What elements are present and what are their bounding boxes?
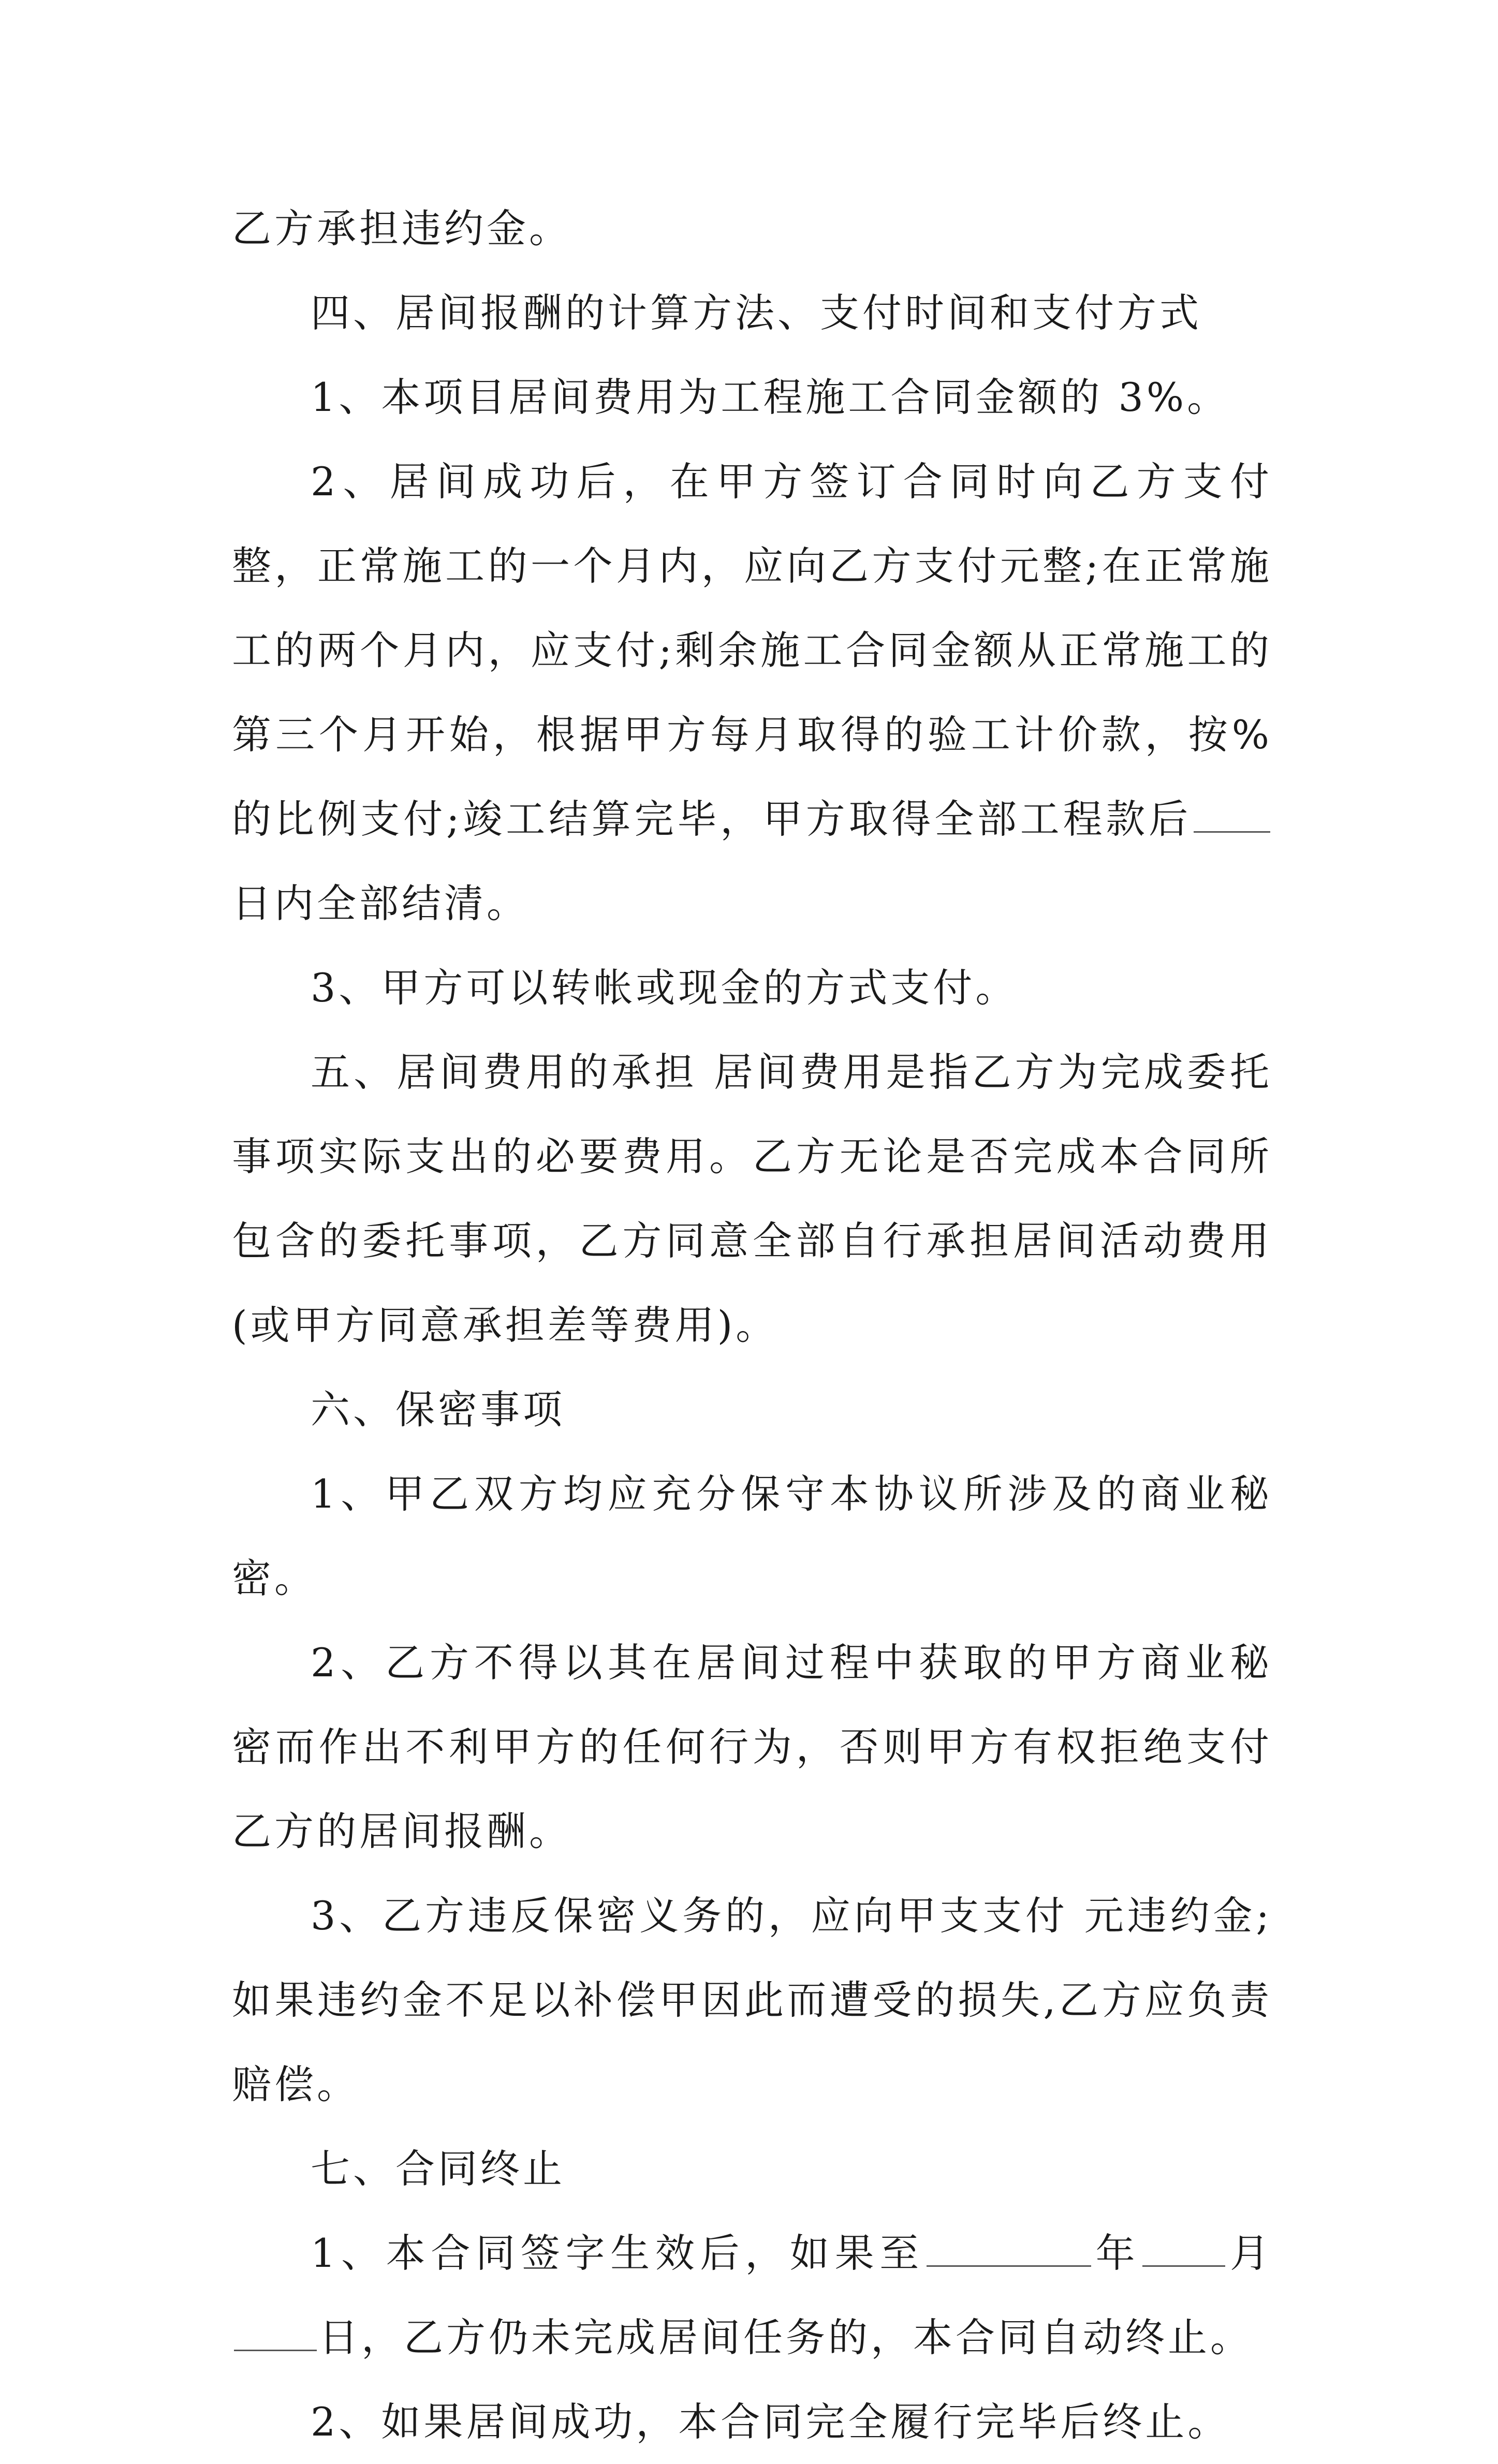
day-blank bbox=[234, 2318, 317, 2351]
month-label: 月 bbox=[1227, 2230, 1273, 2276]
clause-7-1-text: 1、本合同签字生效后，如果至 bbox=[311, 2230, 924, 2276]
clause-4-3: 3、甲方可以转帐或现金的方式支付。 bbox=[311, 965, 1018, 1011]
clause-6-1: 1、甲乙双方均应充分保守本协议所涉及的商业秘密。 bbox=[232, 1471, 1272, 1601]
clause-4-2-text: 2、居间成功后，在甲方签订合同时向乙方支付 整，正常施工的一个月内，应向乙方支付元整;在正常施工的两个月内，应支付;剩余施工合同金额从正常施工的第三个月开始，根据甲方每月取得的验工计价款，按%的比例支付;竣工结算完毕，甲方取得全部工程款后 bbox=[232, 459, 1272, 842]
clause-4-1: 1、本项目居间费用为工程施工合同金额的 3%。 bbox=[311, 374, 1230, 420]
month-blank bbox=[1142, 2233, 1225, 2267]
clause-4-2-tail: 日内全部结清。 bbox=[232, 880, 529, 926]
paragraph-penalty-end: 乙方承担违约金。 bbox=[232, 205, 571, 252]
section-7-heading: 七、合同终止 bbox=[311, 2146, 565, 2192]
section-4-heading: 四、居间报酬的计算方法、支付时间和支付方式 bbox=[311, 290, 1202, 336]
clause-4-2 bbox=[232, 439, 1272, 946]
clause-6-3: 3、乙方违反保密义务的，应向甲支支付 元违约金;如果违约金不足以补偿甲因此而遭受的损失,乙方应负责赔偿。 bbox=[232, 1893, 1272, 2107]
days-blank bbox=[1194, 799, 1270, 833]
contract-body bbox=[232, 186, 1272, 2464]
clause-7-2: 2、如果居间成功，本合同完全履行完毕后终止。 bbox=[311, 2399, 1230, 2445]
section-5-paragraph: 五、居间费用的承担 居间费用是指乙方为完成委托事项实际支出的必要费用。乙方无论是否完成本合同所包含的委托事项，乙方同意全部自行承担居间活动费用(或甲方同意承担差等费用)。 bbox=[232, 1049, 1272, 1348]
section-6-heading: 六、保密事项 bbox=[311, 1386, 565, 1433]
year-blank bbox=[927, 2233, 1091, 2267]
year-label: 年 bbox=[1093, 2230, 1141, 2276]
clause-6-2: 2、乙方不得以其在居间过程中获取的甲方商业秘密而作出不利甲方的任何行为，否则甲方有权拒绝支付乙方的居间报酬。 bbox=[232, 1640, 1272, 1854]
clause-7-1-tail: 日，乙方仍未完成居间任务的，本合同自动终止。 bbox=[319, 2314, 1253, 2360]
clause-7-1 bbox=[232, 2211, 1272, 2380]
